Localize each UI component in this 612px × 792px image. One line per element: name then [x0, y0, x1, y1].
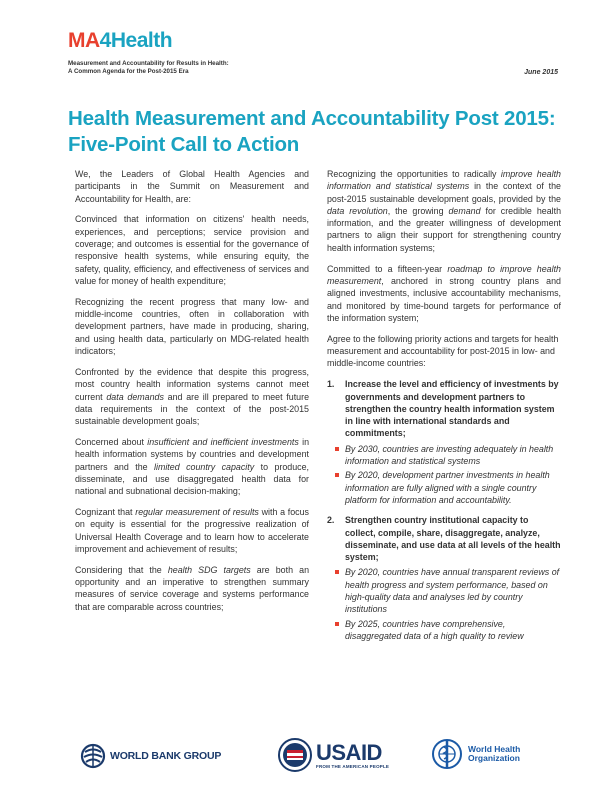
- logo-ma: MA: [68, 29, 100, 52]
- action-list: [327, 378, 561, 642]
- tagline-line2: A Common Agenda for the Post-2015 Era: [68, 68, 189, 75]
- logo-4: 4: [99, 29, 111, 52]
- text-span: with a focus on equity is essential for the progressive realization of Universal Health Coverage and to learn how to accelerate improvement and achievement of results;: [75, 507, 309, 554]
- paragraph: [75, 564, 309, 613]
- text-span: for credible health information, and the greater willingness of development partners to align their support for strengthening country health information systems;: [327, 205, 561, 253]
- list-item: [327, 566, 561, 615]
- list-item: [327, 618, 561, 643]
- list-item: [327, 443, 561, 468]
- text-span: Concerned about: [75, 437, 148, 448]
- paragraph: [75, 506, 309, 555]
- list-item: [327, 469, 561, 506]
- list-item-text: Strengthen country institutional capacity to collect, compile, share, disaggregate, analyze, disseminate, and use data at all levels of the health system;: [345, 515, 561, 563]
- bullet-square-icon: [335, 622, 339, 626]
- paragraph: [327, 263, 561, 324]
- paragraph: [75, 366, 309, 427]
- text-span: Recognizing the opportunities to radically: [327, 169, 501, 179]
- list-number: 2.: [327, 515, 335, 526]
- list-item-title: [327, 378, 561, 439]
- text-span: to produce, disseminate, and use disaggregated health data for national and subnational decision-making;: [75, 461, 309, 497]
- who-text: [468, 745, 520, 764]
- who-line2: Organization: [468, 753, 520, 763]
- paragraph: Convinced that information on citizens' health needs, experiences, and perceptions; service provision and coverage; and outcomes is essential for the governance of responsive health systems, while ensuring equity, the safety, quality, efficiency, and effectiveness of services and value for money of health expenditure;: [75, 214, 309, 286]
- logo-health: Health: [110, 29, 173, 52]
- paragraph: Recognizing the recent progress that many low- and middle-income countries, often in collaboration with development partners, have made in producing, sharing, and using health data, particularly on MDG-related health indicators;: [75, 296, 309, 357]
- paragraph: Agree to the following priority actions and targets for health measurement and accountability for post-2015 in low- and middle-income countries:: [327, 333, 559, 369]
- emphasis: demand: [448, 205, 481, 216]
- emphasis: regular measurement of results: [135, 507, 259, 518]
- emphasis: health SDG targets: [167, 564, 251, 575]
- text-span: and are ill prepared to meet future data requirements in the context of the post-2015 sustainable development goals;: [75, 391, 310, 427]
- emphasis: data demands: [106, 391, 164, 402]
- text-span: , the growing: [387, 205, 449, 216]
- paragraph: [327, 168, 561, 254]
- text-span: Cognizant that: [75, 507, 136, 518]
- left-column: [75, 168, 309, 622]
- right-column: [327, 168, 561, 650]
- bullet-text: By 2020, development partner investments in health information are fully aligned with a single country platform for information and accountability.: [345, 470, 550, 505]
- emphasis: insufficient and inefficient investments: [147, 437, 299, 448]
- text-span: Committed to a fifteen-year: [327, 263, 448, 274]
- bullet-text: By 2030, countries are investing adequately in health information and statistical systems: [345, 443, 554, 467]
- bullet-square-icon: [335, 473, 339, 477]
- text-span: Considering that the: [75, 564, 168, 575]
- publication-date: June 2015: [524, 69, 558, 76]
- list-number: 1.: [327, 379, 335, 390]
- emphasis: limited country capacity: [154, 461, 255, 472]
- bullet-text: By 2025, countries have comprehensive, disaggregated data of a high quality to review: [345, 618, 524, 641]
- world-bank-globe-icon: [80, 743, 106, 769]
- usaid-wordmark: USAID: [316, 739, 382, 765]
- bullet-square-icon: [335, 447, 339, 451]
- document-title: Health Measurement and Accountability Post 2015: Five-Point Call to Action: [68, 107, 556, 156]
- text-span: are both an opportunity and an imperative to strengthen summary measures of service coverage and systems performance that are comparable across countries;: [75, 564, 310, 612]
- tagline: [68, 60, 229, 76]
- who-logo: [430, 737, 520, 771]
- list-item-title: [327, 514, 561, 563]
- bullet-list: [327, 566, 561, 642]
- emphasis: data revolution: [327, 205, 388, 216]
- paragraph: We, the Leaders of Global Health Agencies and participants in the Summit on Measurement and Accountability for Health, are:: [75, 169, 309, 204]
- world-bank-logo: [80, 743, 221, 769]
- text-span: in health information systems by countries and development partners and the: [75, 437, 310, 472]
- tagline-line1: Measurement and Accountability for Results in Health:: [68, 60, 229, 67]
- world-bank-text: WORLD BANK GROUP: [110, 750, 222, 762]
- paragraph: [75, 436, 309, 497]
- bullet-text: By 2020, countries have annual transparent reviews of health progress and system performance, based on high-quality data and analyses led by country institutions: [345, 567, 560, 615]
- usaid-logo: [278, 738, 389, 772]
- bullet-square-icon: [335, 570, 339, 574]
- list-item-text: Increase the level and efficiency of investments by governments and development partners to strengthen the country health information system in line with international standards and commitments;: [345, 379, 559, 439]
- usaid-subtitle: FROM THE AMERICAN PEOPLE: [316, 763, 390, 769]
- who-emblem-icon: [430, 737, 464, 771]
- text-span: Confronted by the evidence that despite this progress, most country health information systems cannot meet current: [75, 366, 309, 402]
- text-span: , anchored in strong country plans and aligned investments, inclusive accountability mechanisms, and monitored by time-bound targets for performance of the information system;: [327, 275, 561, 323]
- who-line1: World Health: [468, 743, 521, 754]
- text-span: in the context of the post-2015 sustainable development goals, provided by the: [327, 181, 561, 204]
- usaid-text-block: [316, 739, 390, 769]
- emphasis: improve health information and statistical systems: [327, 169, 561, 192]
- ma4health-logo: [68, 30, 172, 51]
- emphasis: roadmap to improve health measurement: [327, 263, 561, 286]
- usaid-seal-icon: [278, 738, 312, 772]
- bullet-list: [327, 443, 561, 506]
